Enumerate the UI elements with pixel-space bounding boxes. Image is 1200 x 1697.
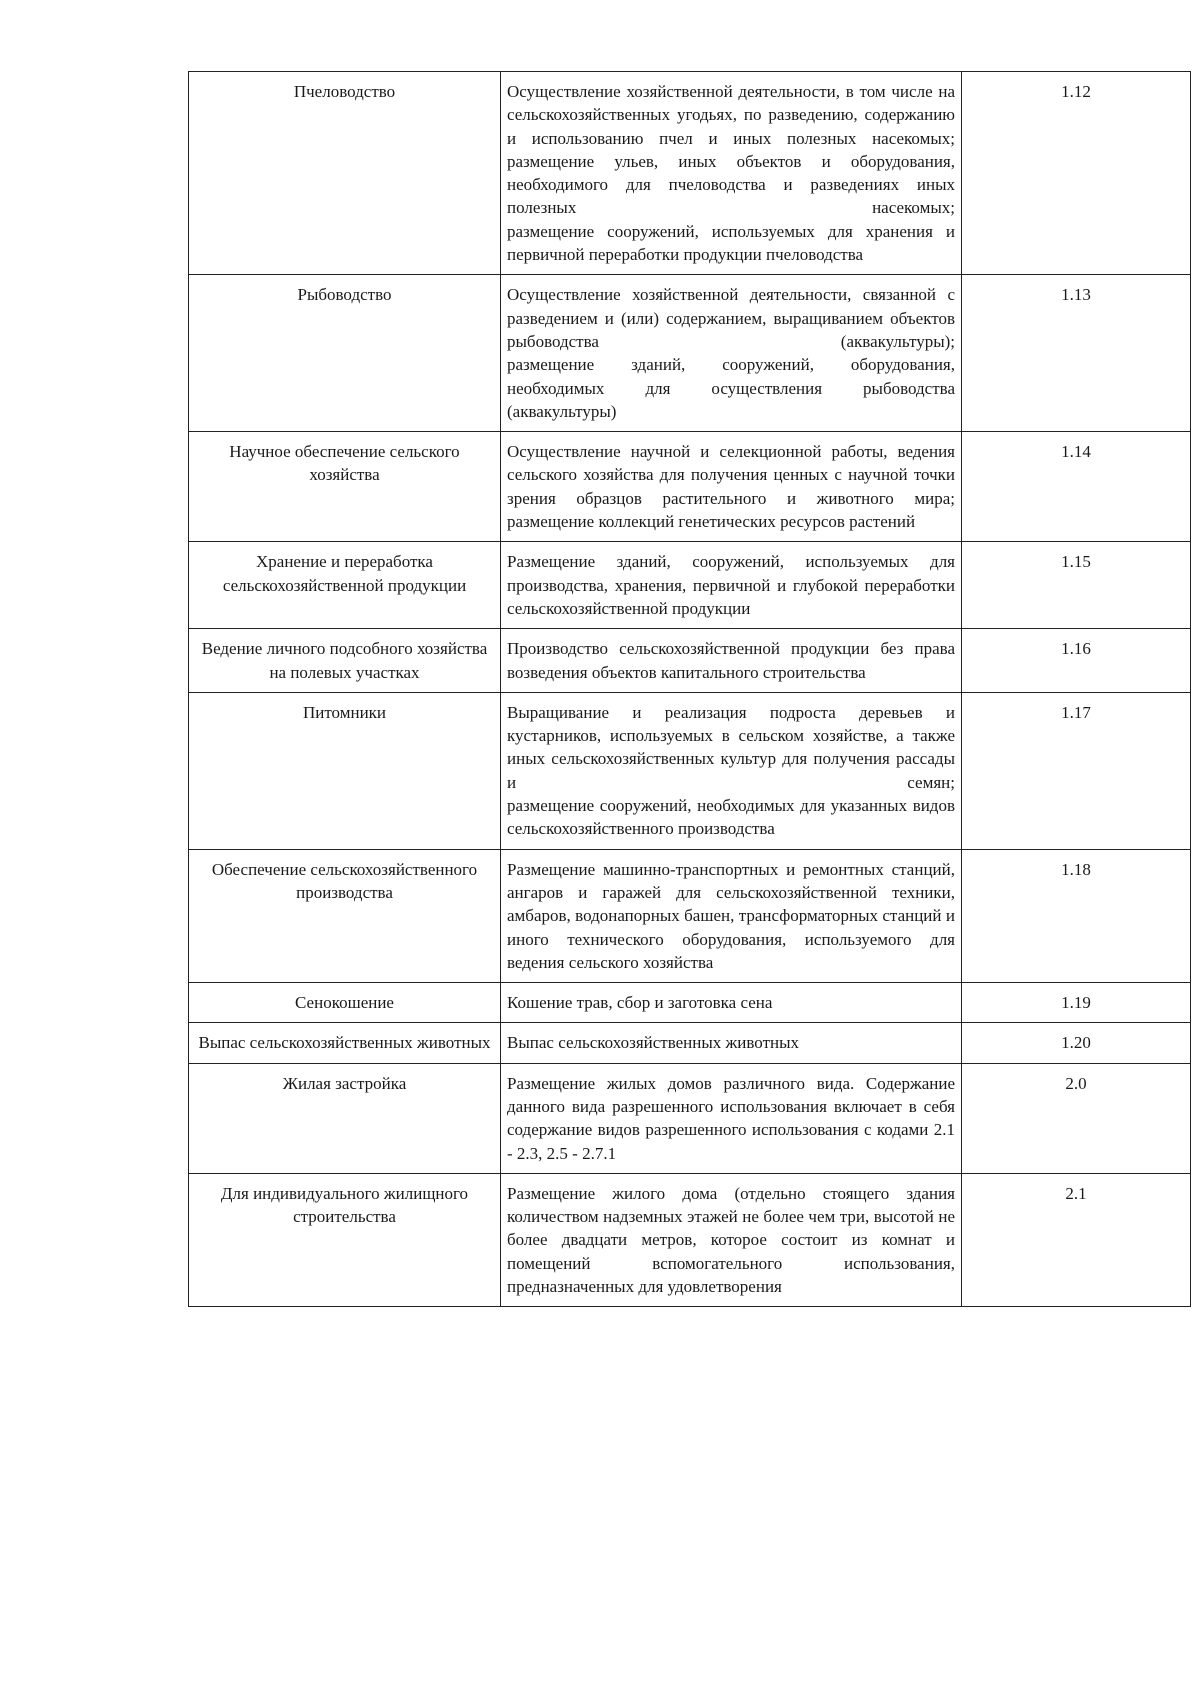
table-row <box>189 432 1191 542</box>
table-row <box>189 1173 1191 1306</box>
use-name-cell: Научное обеспечение сельского хозяйства <box>189 432 501 542</box>
description-paragraph: размещение зданий, сооружений, оборудования, необходимых для осуществления рыбоводства (аквакультуры) <box>507 355 955 421</box>
description-paragraph: Производство сельскохозяйственной продукции без права возведения объектов капитального строительства <box>507 639 955 682</box>
use-name-cell: Рыбоводство <box>189 275 501 432</box>
description-paragraph: размещение сооружений, используемых для хранения и первичной переработки продукции пчеловодства <box>507 221 955 265</box>
description-paragraph: Выпас сельскохозяйственных животных <box>507 1033 800 1053</box>
use-name-cell: Обеспечение сельскохозяйственного производства <box>189 849 501 982</box>
description-paragraph: Осуществление хозяйственной деятельности, в том числе на сельскохозяйственных угодьях, по разведению, содержанию и использованию пчел и иных полезных насекомых; <box>507 82 955 148</box>
use-name-cell: Сенокошение <box>189 983 501 1023</box>
table-row <box>189 275 1191 432</box>
table-row <box>189 629 1191 693</box>
use-description-cell <box>501 1173 962 1306</box>
use-code-cell: 1.14 <box>962 432 1191 542</box>
description-paragraph: размещение коллекций генетических ресурсов растений <box>507 512 916 532</box>
table-row <box>189 542 1191 629</box>
use-description-cell <box>501 629 962 693</box>
use-code-cell: 1.15 <box>962 542 1191 629</box>
use-code-cell: 2.0 <box>962 1063 1191 1173</box>
table-row <box>189 72 1191 275</box>
description-paragraph: Выращивание и реализация подроста деревьев и кустарников, используемых в сельском хозяйстве, а также иных сельскохозяйственных культур для получения рассады и семян; <box>507 702 955 792</box>
use-name-cell: Хранение и переработка сельскохозяйственной продукции <box>189 542 501 629</box>
use-code-cell: 1.19 <box>962 983 1191 1023</box>
use-name-cell: Пчеловодство <box>189 72 501 275</box>
land-use-table <box>188 71 1191 1307</box>
use-description-cell <box>501 432 962 542</box>
use-name-cell: Жилая застройка <box>189 1063 501 1173</box>
table-row <box>189 983 1191 1023</box>
use-description-cell <box>501 275 962 432</box>
description-paragraph: размещение ульев, иных объектов и оборудования, необходимого для пчеловодства и разведениях иных полезных насекомых; <box>507 151 955 218</box>
table-row <box>189 1063 1191 1173</box>
table-row <box>189 849 1191 982</box>
use-code-cell: 1.17 <box>962 692 1191 849</box>
description-paragraph: Размещение жилого дома (отдельно стоящего здания количеством надземных этажей не более чем три, высотой не более двадцати метров, которое состоит из комнат и помещений вспомогательного использования, предназначенных для удовлетворения <box>507 1183 955 1297</box>
use-code-cell: 1.13 <box>962 275 1191 432</box>
use-name-cell: Выпас сельскохозяйственных животных <box>189 1023 501 1063</box>
use-code-cell: 1.12 <box>962 72 1191 275</box>
table-row <box>189 692 1191 849</box>
use-code-cell: 2.1 <box>962 1173 1191 1306</box>
use-description-cell <box>501 1063 962 1173</box>
use-description-cell <box>501 983 962 1023</box>
description-paragraph: Кошение трав, сбор и заготовка сена <box>507 993 773 1013</box>
use-name-cell: Питомники <box>189 692 501 849</box>
use-name-cell: Для индивидуального жилищного строительства <box>189 1173 501 1306</box>
table-row <box>189 1023 1191 1063</box>
use-description-cell <box>501 692 962 849</box>
description-paragraph: Осуществление научной и селекционной работы, ведения сельского хозяйства для получения ценных с научной точки зрения образцов растительного и животного мира; <box>507 442 955 508</box>
use-description-cell <box>501 1023 962 1063</box>
description-paragraph: Осуществление хозяйственной деятельности, связанной с разведением и (или) содержанием, выращиванием объектов рыбоводства (аквакультуры); <box>507 285 955 351</box>
use-description-cell <box>501 849 962 982</box>
use-description-cell <box>501 72 962 275</box>
use-code-cell: 1.18 <box>962 849 1191 982</box>
description-paragraph: Размещение зданий, сооружений, используемых для производства, хранения, первичной и глубокой переработки сельскохозяйственной продукции <box>507 552 955 618</box>
description-paragraph: Размещение машинно-транспортных и ремонтных станций, ангаров и гаражей для сельскохозяйственной техники, амбаров, водонапорных башен, трансформаторных станций и иного технического оборудования, используемого для ведения сельского хозяйства <box>507 859 955 972</box>
use-name-cell: Ведение личного подсобного хозяйства на полевых участках <box>189 629 501 693</box>
use-description-cell <box>501 542 962 629</box>
description-paragraph: размещение сооружений, необходимых для указанных видов сельскохозяйственного производства <box>507 796 955 839</box>
table-body <box>189 72 1191 1307</box>
description-paragraph: Размещение жилых домов различного вида. Содержание данного вида разрешенного использования включает в себя содержание видов разрешенного использования с кодами 2.1 - 2.3, 2.5 - 2.7.1 <box>507 1073 955 1163</box>
use-code-cell: 1.20 <box>962 1023 1191 1063</box>
use-code-cell: 1.16 <box>962 629 1191 693</box>
